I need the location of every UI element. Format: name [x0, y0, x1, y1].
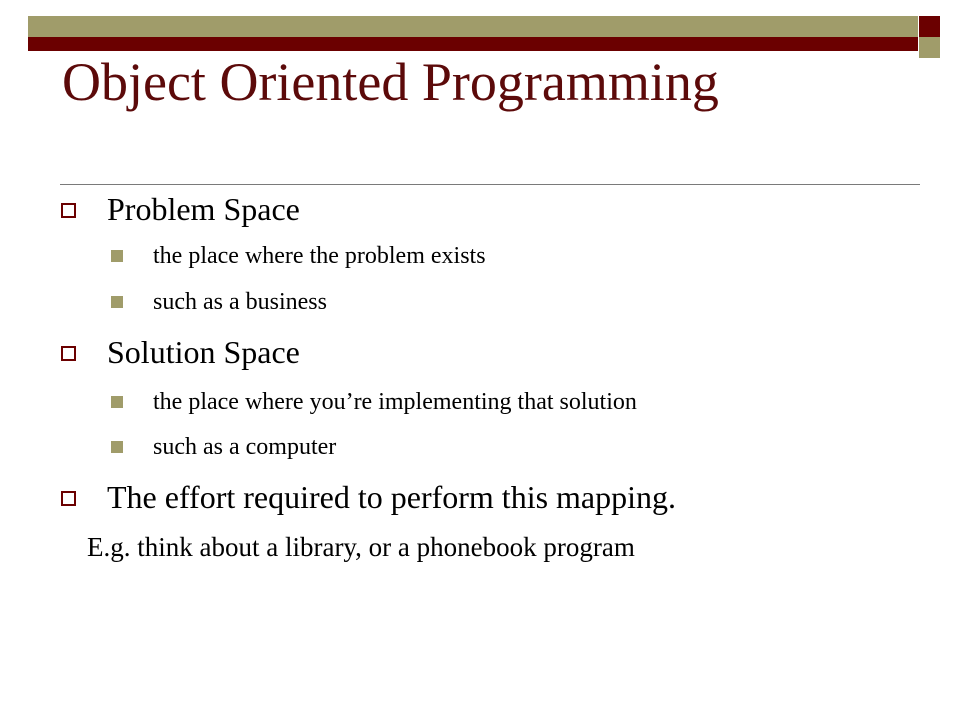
header-maroon-bar [28, 37, 918, 51]
square-bullet-icon [111, 296, 123, 308]
bullet-text: The effort required to perform this mapping. [107, 479, 677, 515]
header-olive-square [919, 37, 940, 58]
hollow-square-bullet-icon [61, 346, 76, 361]
slide-title: Object Oriented Programming [62, 52, 719, 112]
square-bullet-icon [111, 441, 123, 453]
hollow-square-bullet-icon [61, 203, 76, 218]
example-note: E.g. think about a library, or a phonebook program [87, 532, 635, 562]
square-bullet-icon [111, 250, 123, 262]
sub-bullet-text: such as a computer [153, 434, 337, 460]
bullet-text: Solution Space [107, 334, 300, 370]
sub-bullet-text: the place where the problem exists [153, 243, 486, 269]
square-bullet-icon [111, 396, 123, 408]
title-divider [60, 184, 920, 185]
sub-bullet-text: such as a business [153, 289, 327, 315]
sub-bullet-text: the place where you’re implementing that solution [153, 389, 637, 415]
bullet-text: Problem Space [107, 191, 300, 227]
header-olive-bar [28, 16, 918, 37]
hollow-square-bullet-icon [61, 491, 76, 506]
header-maroon-square [919, 16, 940, 37]
